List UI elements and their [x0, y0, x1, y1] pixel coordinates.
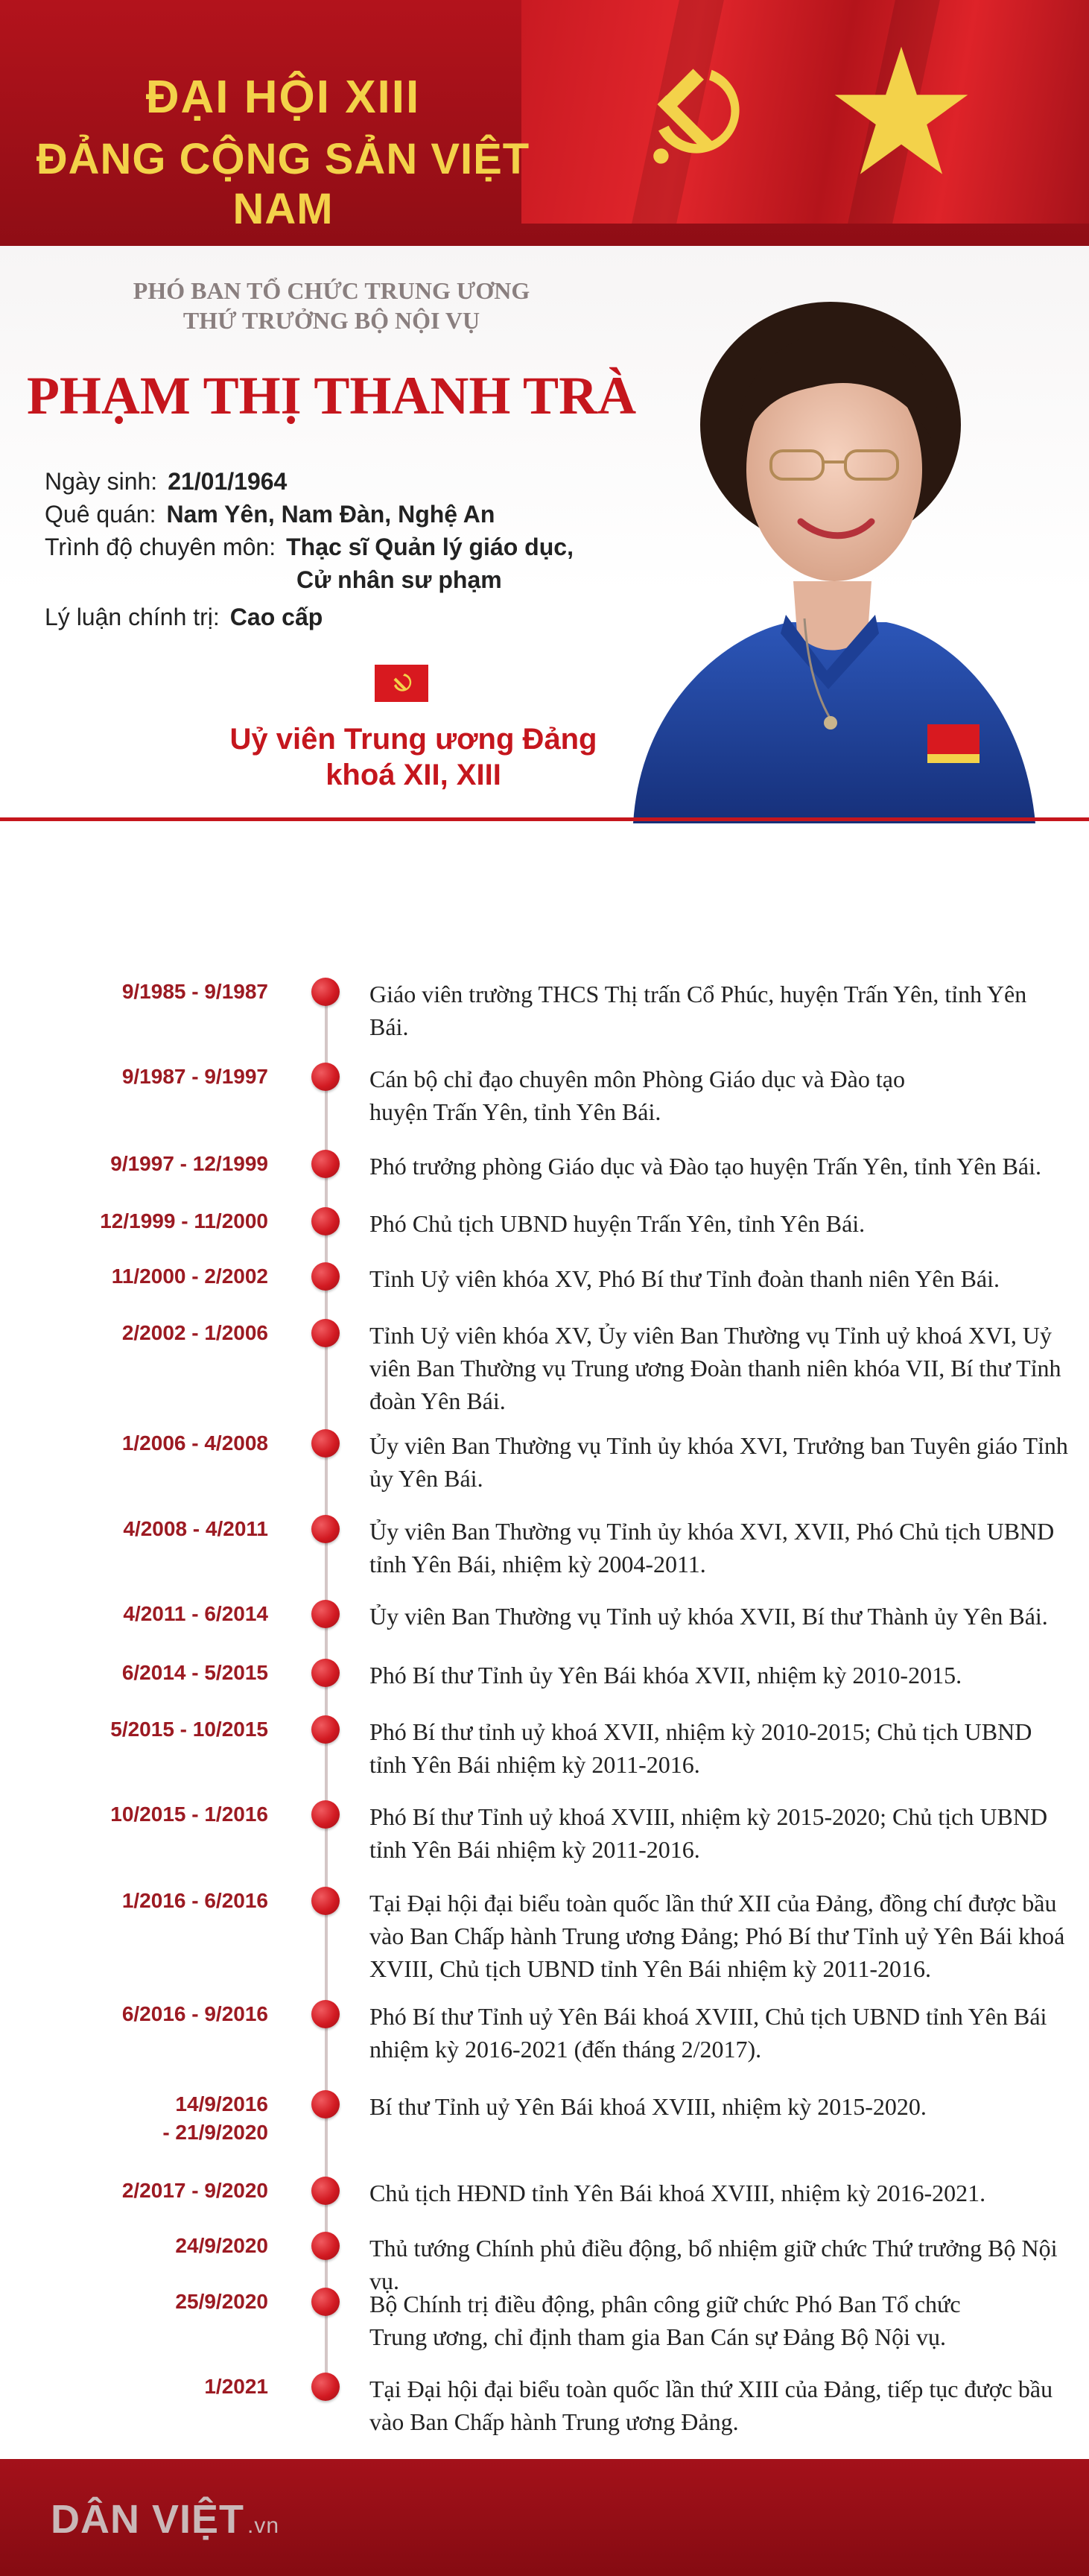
info-label: Ngày sinh:: [45, 468, 158, 495]
timeline-date: 4/2008 - 4/2011: [123, 1517, 268, 1540]
membership-term: khoá XII, XIII: [326, 759, 501, 791]
info-value: Cử nhân sư phạm: [296, 566, 502, 593]
timeline-dot: [311, 1515, 340, 1543]
timeline-date-end: - 21/9/2020: [162, 2121, 268, 2144]
banner-title-line1: ĐẠI HỘI XIII: [145, 72, 421, 123]
position-title: PHÓ BAN TỔ CHỨC TRUNG ƯƠNG: [133, 277, 530, 304]
timeline-dot: [311, 2090, 340, 2118]
timeline-date: 25/9/2020: [175, 2290, 268, 2313]
person-name: PHẠM THỊ THANH TRÀ: [26, 366, 637, 425]
timeline-date: 1/2021: [204, 2375, 268, 2398]
timeline-description: Tại Đại hội đại biểu toàn quốc lần thứ XII của Đảng, đồng chí được bầu vào Ban Chấp hành Trung ương Đảng; Phó Bí thư Tỉnh uỷ Yên Bái khoá XVIII, Chủ tịch UBND tỉnh Yên Bái nhiệm kỳ 2011-2016.: [369, 1890, 1065, 1982]
timeline-dot: [311, 1063, 340, 1091]
info-education: [45, 534, 574, 561]
timeline-description: Phó Chủ tịch UBND huyện Trấn Yên, tỉnh Yên Bái.: [369, 1210, 866, 1237]
footer: [0, 2459, 1089, 2576]
info-hometown: [45, 501, 495, 528]
timeline-description: Thủ tướng Chính phủ điều động, bổ nhiệm giữ chức Thứ trưởng Bộ Nội vụ.: [369, 2235, 1058, 2294]
timeline-dot: [311, 1207, 340, 1235]
info-birthdate: [45, 468, 287, 496]
timeline-date: 1/2016 - 6/2016: [121, 1889, 268, 1912]
logo-suffix: .vn: [247, 2513, 280, 2538]
timeline-description: Phó Bí thư Tỉnh ủy Yên Bái khóa XVII, nhiệm kỳ 2010-2015.: [369, 1662, 962, 1689]
timeline-dot: [311, 2373, 340, 2401]
timeline-date: 9/1985 - 9/1987: [121, 980, 268, 1003]
timeline-dot: [311, 1800, 340, 1829]
timeline-dot: [311, 1150, 340, 1178]
timeline-description: Bí thư Tỉnh uỷ Yên Bái khoá XVIII, nhiệm kỳ 2015-2020.: [369, 2093, 927, 2120]
timeline-date-start: 14/9/2016: [175, 2092, 268, 2115]
career-timeline: [0, 827, 1089, 2459]
timeline-dot: [311, 1429, 340, 1458]
banner-title-line2: ĐẢNG CỘNG SẢN VIỆT NAM: [36, 135, 530, 233]
timeline-dot: [311, 1715, 340, 1744]
timeline-dot: [311, 1262, 340, 1291]
timeline-dot: [311, 2000, 340, 2028]
info-value: Cao cấp: [229, 604, 323, 630]
timeline-date: 11/2000 - 2/2002: [111, 1265, 268, 1288]
timeline-date: 2/2017 - 9/2020: [121, 2179, 268, 2202]
timeline-date: [30, 2090, 268, 2147]
header-banner: [0, 0, 1089, 246]
timeline-dot: [311, 978, 340, 1006]
site-logo[interactable]: [51, 2496, 279, 2542]
portrait-image: [618, 283, 1043, 823]
timeline-date: 1/2006 - 4/2008: [121, 1431, 268, 1455]
timeline-description: Ủy viên Ban Thường vụ Tỉnh ủy khóa XVI, Trưởng ban Tuyên giáo Tỉnh ủy Yên Bái.: [369, 1432, 1068, 1492]
timeline-date: 2/2002 - 1/2006: [121, 1321, 268, 1344]
timeline-description: Ủy viên Ban Thường vụ Tỉnh uỷ khóa XVII, Bí thư Thành ủy Yên Bái.: [369, 1603, 1048, 1630]
timeline-date: 6/2016 - 9/2016: [121, 2002, 268, 2025]
timeline-dot: [311, 1659, 340, 1687]
timeline-date: 24/9/2020: [175, 2234, 268, 2257]
timeline-description: Giáo viên trường THCS Thị trấn Cổ Phúc, huyện Trấn Yên, tỉnh Yên Bái.: [369, 981, 1027, 1040]
timeline-date: 5/2015 - 10/2015: [110, 1718, 268, 1741]
hammer-sickle-icon: [633, 52, 760, 179]
membership-title: Uỷ viên Trung ương Đảng: [229, 723, 597, 756]
timeline-description: Tại Đại hội đại biểu toàn quốc lần thứ XIII của Đảng, tiếp tục được bầu vào Ban Chấp hành Trung ương Đảng.: [369, 2376, 1053, 2435]
star-icon: [831, 41, 972, 183]
timeline-description: Cán bộ chỉ đạo chuyên môn Phòng Giáo dục và Đào tạo huyện Trấn Yên, tỉnh Yên Bái.: [369, 1066, 905, 1125]
timeline-description: Bộ Chính trị điều động, phân công giữ chức Phó Ban Tổ chức Trung ương, chỉ định tham gia Ban Cán sự Đảng Bộ Nội vụ.: [369, 2291, 961, 2350]
section-divider: [0, 817, 1089, 821]
timeline-dot: [311, 2177, 340, 2205]
timeline-date: 4/2011 - 6/2014: [123, 1602, 268, 1625]
timeline-dot: [311, 1887, 340, 1915]
timeline-description: Phó Bí thư Tỉnh uỷ khoá XVIII, nhiệm kỳ 2015-2020; Chủ tịch UBND tỉnh Yên Bái nhiệm kỳ 2011-2016.: [369, 1803, 1048, 1863]
timeline-dot: [311, 2232, 340, 2260]
timeline-description: Chủ tịch HĐND tỉnh Yên Bái khoá XVIII, nhiệm kỳ 2016-2021.: [369, 2180, 986, 2206]
logo-text: DÂN VIỆT: [51, 2497, 245, 2542]
timeline-description: Phó Bí thư Tỉnh uỷ Yên Bái khoá XVIII, Chủ tịch UBND tỉnh Yên Bái nhiệm kỳ 2016-2021 (đến tháng 2/2017).: [369, 2003, 1047, 2063]
timeline-description: Tỉnh Uỷ viên khóa XV, Ủy viên Ban Thường vụ Tỉnh uỷ khoá XVI, Uỷ viên Ban Thường vụ Trung ương Đoàn thanh niên khóa VII, Bí thư Tỉnh đoàn Yên Bái.: [369, 1322, 1061, 1414]
timeline-description: Ủy viên Ban Thường vụ Tỉnh ủy khóa XVI, XVII, Phó Chủ tịch UBND tỉnh Yên Bái, nhiệm kỳ 2004-2011.: [369, 1518, 1055, 1577]
timeline-dot: [311, 1319, 340, 1347]
info-label: Trình độ chuyên môn:: [45, 534, 276, 560]
timeline-date: 9/1997 - 12/1999: [110, 1152, 268, 1175]
info-politics: [45, 604, 323, 631]
info-value: 21/01/1964: [168, 468, 288, 495]
timeline-dot: [311, 2288, 340, 2316]
position-title: THỨ TRƯỞNG BỘ NỘI VỤ: [182, 307, 480, 334]
info-education-2: [296, 566, 502, 594]
info-value: Nam Yên, Nam Đàn, Nghệ An: [166, 501, 495, 528]
info-label: Lý luận chính trị:: [45, 604, 220, 630]
timeline-description: Phó Bí thư tỉnh uỷ khoá XVII, nhiệm kỳ 2010-2015; Chủ tịch UBND tỉnh Yên Bái nhiệm kỳ 2011-2016.: [369, 1718, 1032, 1778]
timeline-description: Tỉnh Uỷ viên khóa XV, Phó Bí thư Tỉnh đoàn thanh niên Yên Bái.: [369, 1265, 1000, 1292]
timeline-date: 10/2015 - 1/2016: [110, 1803, 268, 1826]
flag-background: [521, 0, 1089, 224]
info-value: Thạc sĩ Quản lý giáo dục,: [286, 534, 574, 560]
party-flag-icon: [375, 665, 428, 702]
timeline-date: 6/2014 - 5/2015: [121, 1661, 268, 1684]
timeline-date: 12/1999 - 11/2000: [100, 1209, 268, 1232]
timeline-description: Phó trưởng phòng Giáo dục và Đào tạo huyện Trấn Yên, tỉnh Yên Bái.: [369, 1153, 1041, 1180]
timeline-date: 9/1987 - 9/1997: [121, 1065, 268, 1088]
info-label: Quê quán:: [45, 501, 156, 528]
timeline-dot: [311, 1600, 340, 1628]
profile-section: [0, 246, 1089, 823]
